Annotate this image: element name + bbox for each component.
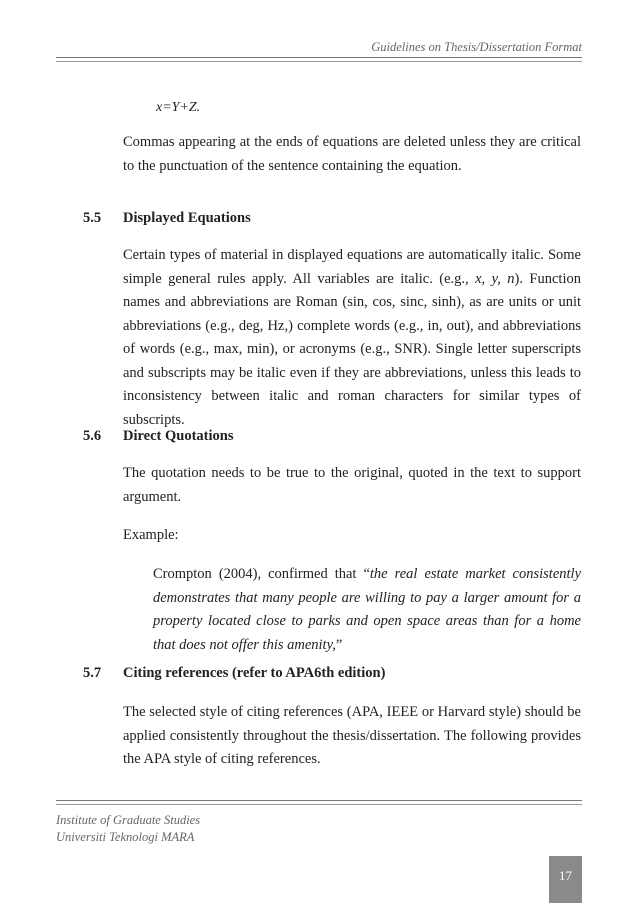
header-rule [56,57,582,58]
variables-example: x, y, n [475,270,515,287]
section-number-5-5: 5.5 [83,210,102,226]
section-title-5-6: Direct Quotations [123,428,234,444]
equation: x=Y+Z. [156,100,201,115]
paragraph-direct-quotations: The quotation needs to be true to the original, quoted in the text to support argument. [123,465,581,505]
footer-rule-thin [56,804,582,805]
page-header: Guidelines on Thesis/Dissertation Format [371,40,582,54]
paragraph-citing-references: The selected style of citing references (APA, IEEE or Harvard style) should be applied consistently throughout the thesis/dissertation. The following provides the APA style of citing references. [123,704,581,767]
quote-end: ” [335,636,343,653]
paragraph-displayed-equations [123,244,581,432]
quote-lead: Crompton (2004), confirmed that “ [153,566,370,582]
quote-text: the real estate market consistently demonstrates that many people are willing to pay a larger amount for a property located close to parks and open space areas than for a home that does not offer this amenity, [153,566,581,653]
paragraph-commas: Commas appearing at the ends of equations are deleted unless they are critical to the punctuation of the sentence containing the equation. [123,134,581,174]
footer-institute: Institute of Graduate Studies [56,813,201,827]
header-rule-thin [56,61,582,62]
section-number-5-6: 5.6 [83,428,102,444]
example-label: Example: [123,527,179,543]
footer-rule [56,800,582,801]
footer-university: Universiti Teknologi MARA [56,830,195,844]
text-part-b: ). Function names and abbreviations are Roman (sin, cos, sinc, sinh), as are units or unit abbreviations (e.g., deg, Hz,) complete words (e.g., in, out), and abbreviations of words (e.g., max, min), or acronyms (e.g., SNR). Single letter superscripts and subscripts may be italic even if they are abbreviations, unless this leads to inconsistency between italic and roman characters for similar types of subscripts. [123,270,581,428]
page-number: 17 [549,856,582,903]
section-title-5-7: Citing references (refer to APA6th edition) [123,665,386,681]
section-number-5-7: 5.7 [83,665,102,681]
text-part-a: Certain types of material in displayed equations are automatically italic. Some simple general rules apply. All variables are italic. (e.g., [123,247,581,287]
section-title-5-5: Displayed Equations [123,210,251,226]
footer [56,812,200,846]
example-quote [153,563,581,657]
